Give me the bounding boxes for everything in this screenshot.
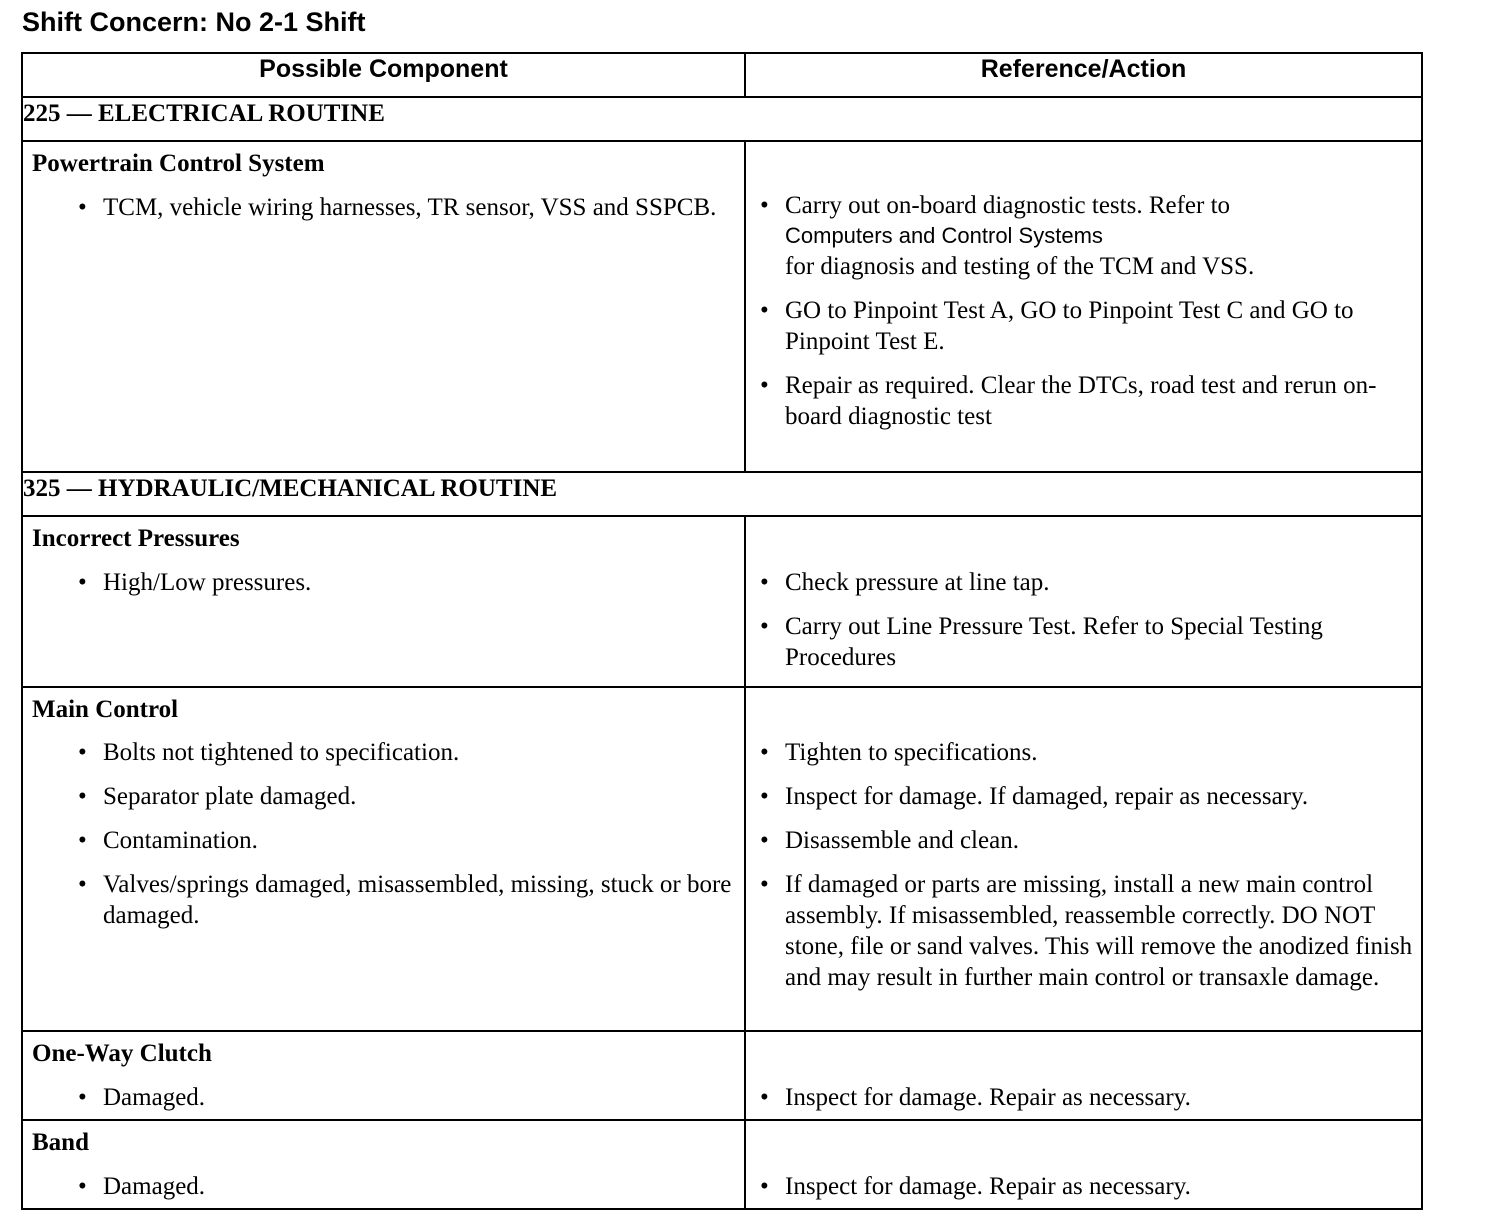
component-cell <box>22 1031 745 1120</box>
component-group-title: Incorrect Pressures <box>32 525 240 552</box>
section-heading: 325 — HYDRAULIC/MECHANICAL ROUTINE <box>22 472 1422 516</box>
action-item: • If damaged or parts are missing, install a new main control assembly. If misassembled, reassemble correctly. DO NOT stone, file or sand valves. This will remove the anodized finish and may result in further main control or transaxle damage. <box>760 871 1413 991</box>
table-row <box>22 141 1422 472</box>
component-cell <box>22 516 745 687</box>
bullet-icon: • <box>760 613 769 640</box>
reference-link[interactable]: Computers and Control Systems <box>785 223 1103 248</box>
action-item: • GO to Pinpoint Test A, GO to Pinpoint Test C and GO to Pinpoint Test E. <box>760 297 1354 355</box>
action-cell <box>745 516 1422 687</box>
component-item: • TCM, vehicle wiring harnesses, TR sensor, VSS and SSPCB. <box>78 194 717 221</box>
component-item: • Valves/springs damaged, misassembled, missing, stuck or bore damaged. <box>78 871 732 929</box>
component-cell <box>22 687 745 1031</box>
action-cell <box>745 1120 1422 1209</box>
section-row <box>22 472 1422 516</box>
table-row <box>22 516 1422 687</box>
component-cell <box>22 1120 745 1209</box>
action-item: • Carry out on-board diagnostic tests. Refer to Computers and Control Systems for diagnosis and testing of the TCM and VSS. <box>746 190 1421 282</box>
action-item: • Disassemble and clean. <box>760 827 1019 854</box>
bullet-icon: • <box>760 1084 769 1111</box>
action-item: • Carry out Line Pressure Test. Refer to Special Testing Procedures <box>760 613 1323 671</box>
bullet-icon: • <box>760 192 769 219</box>
action-item: • Inspect for damage. Repair as necessary. <box>760 1084 1191 1111</box>
section-row <box>22 97 1422 141</box>
bullet-icon: • <box>760 827 769 854</box>
action-item: • Tighten to specifications. <box>760 739 1038 766</box>
bullet-icon: • <box>760 372 769 399</box>
bullet-icon: • <box>760 783 769 810</box>
section-heading: 225 — ELECTRICAL ROUTINE <box>22 97 1422 141</box>
component-group-title: Band <box>32 1129 89 1156</box>
bullet-icon: • <box>760 871 769 898</box>
diagnosis-table <box>21 52 1423 1210</box>
action-cell <box>745 1031 1422 1120</box>
bullet-icon: • <box>78 783 87 810</box>
table-row <box>22 1031 1422 1120</box>
bullet-icon: • <box>760 739 769 766</box>
column-header-component: Possible Component <box>22 53 745 97</box>
action-item: • Check pressure at line tap. <box>760 569 1050 596</box>
component-item: • High/Low pressures. <box>78 569 312 596</box>
component-item: • Separator plate damaged. <box>78 783 357 810</box>
action-item: • Inspect for damage. If damaged, repair as necessary. <box>760 783 1309 810</box>
table-row <box>22 1120 1422 1209</box>
bullet-icon: • <box>78 871 87 898</box>
bullet-icon: • <box>78 569 87 596</box>
component-group-title: Main Control <box>32 696 179 723</box>
bullet-icon: • <box>760 569 769 596</box>
action-item: • Repair as required. Clear the DTCs, road test and rerun on-board diagnostic test <box>760 372 1377 430</box>
action-cell <box>745 141 1422 472</box>
bullet-icon: • <box>760 297 769 324</box>
table-header-row <box>22 53 1422 97</box>
column-header-action: Reference/Action <box>745 53 1422 97</box>
bullet-icon: • <box>78 1173 87 1200</box>
action-item: • Inspect for damage. Repair as necessary. <box>760 1173 1191 1200</box>
table-row <box>22 687 1422 1031</box>
component-group-title: One-Way Clutch <box>32 1040 212 1067</box>
bullet-icon: • <box>78 739 87 766</box>
action-cell <box>745 687 1422 1031</box>
component-item: • Bolts not tightened to specification. <box>78 739 460 766</box>
bullet-icon: • <box>78 194 87 221</box>
component-group-title: Powertrain Control System <box>32 150 325 177</box>
bullet-icon: • <box>760 1173 769 1200</box>
bullet-icon: • <box>78 827 87 854</box>
component-item: • Damaged. <box>78 1173 206 1200</box>
bullet-icon: • <box>78 1084 87 1111</box>
component-item: • Damaged. <box>78 1084 206 1111</box>
page-title: Shift Concern: No 2-1 Shift <box>22 7 366 37</box>
component-item: • Contamination. <box>78 827 258 854</box>
component-cell <box>22 141 745 472</box>
